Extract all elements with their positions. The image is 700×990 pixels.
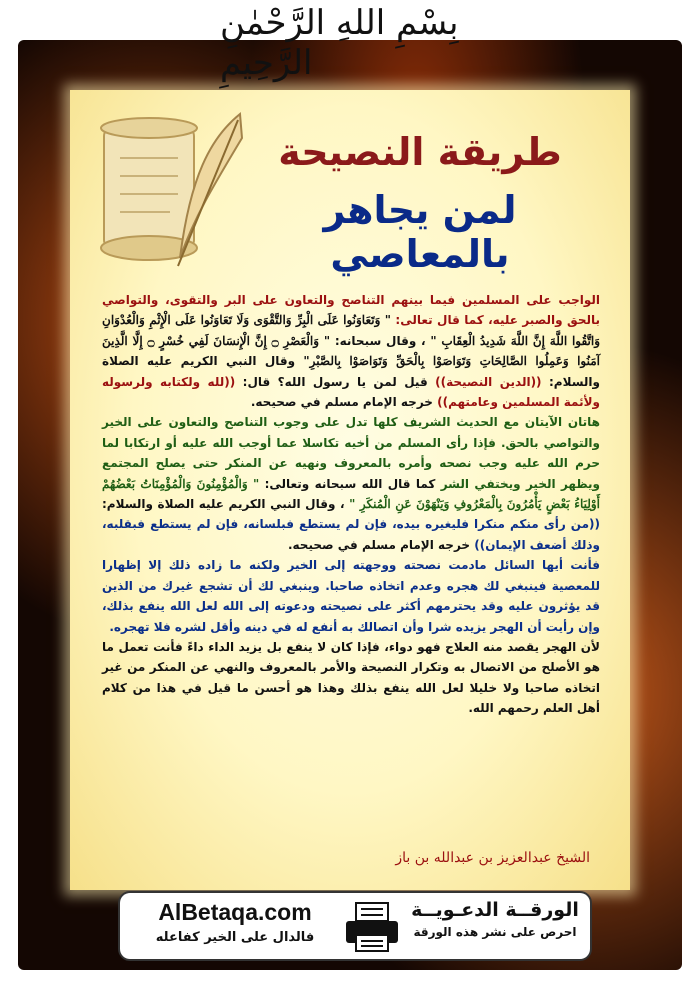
hadith-quote: ((من رأى منكم منكرا فليغيره بيده، فإن لم يستطع فبلسانه، فإن لم يستطع فبقلبه، وذلك أضعف الإيمان)) xyxy=(102,517,600,552)
title-line-1: طريقة النصيحة xyxy=(278,130,562,174)
text-segment: وقال النبي الكريم عليه الصلاة والسلام: xyxy=(102,354,600,389)
scroll-quill-icon xyxy=(90,108,250,278)
basmala-calligraphy: بِسْمِ اللهِ الرَّحْمٰنِ الرَّحِيمِ xyxy=(220,3,459,83)
article-body xyxy=(102,290,600,719)
text-segment: قيل لمن يا رسول الله؟ قال: xyxy=(242,374,428,389)
paragraph-1 xyxy=(102,290,600,412)
paragraph-2 xyxy=(102,412,600,555)
text-segment: الواجب على المسلمين فيما بينهم التناصح والتعاون على البر والتقوى، والتواصي بالحق والصبر عليه، كما قال تعالى: xyxy=(102,293,600,328)
paragraph-3: فأنت أيها السائل مادمت نصحته ووجهته إلى الخير ولكنه ما زاده ذلك إلا إظهارا للمعصية فينبغي لك هجره وعدم اتخاذه صاحبا. وينبغي لك أن تشجع غيرك من الذين قد يؤثرون عليه وقد يحترمهم أكثر على نصيحته ودعوته إلى الله لعل الله ينفع بذلك، وإن رأيت أن الهجر يزيده شرا وأن اتصالك به أنفع له في دينه وأقل لشره فلا تهجره. xyxy=(102,558,600,634)
text-segment: ، وقال النبي الكريم عليه الصلاة والسلام: xyxy=(102,497,350,512)
author-signature: الشيخ عبدالعزيز بن عبدالله بن باز xyxy=(395,850,590,866)
quran-verse: " وَالْعَصْرِ ۝ إِنَّ الْإِنسَانَ لَفِي خُسْرٍ ۝ إِلَّا الَّذِينَ آمَنُوا وَعَمِلُوا الصَّالِحَاتِ وَتَوَاصَوْا بِالْحَقِّ وَتَوَاصَوْا بِالصَّبْرِ" xyxy=(102,333,600,369)
site-link[interactable]: AlBetaqa.com xyxy=(158,899,312,925)
footer-right xyxy=(410,899,580,939)
text-segment: ، وقال سبحانه: xyxy=(334,333,426,348)
hadith-quote: ((الدين النصيحة)) xyxy=(427,374,549,389)
title-line-2: لمن يجاهر بالمعاصي xyxy=(323,188,517,276)
footer-slogan-right: احرص على نشر هذه الورقة xyxy=(413,925,577,939)
text-segment: خرجه الإمام مسلم في صحيحه. xyxy=(287,537,471,552)
footer-left xyxy=(130,899,340,945)
text-segment: خرجه الإمام مسلم في صحيحه. xyxy=(250,395,433,410)
footer-banner xyxy=(120,893,590,959)
hadith-quote: ((لله ولكتابه ولرسوله ولأئمة المسلمين وعامتهم)) xyxy=(102,374,600,410)
quran-verse: " وَالْمُؤْمِنُونَ وَالْمُؤْمِنَاتُ بَعْضُهُمْ أَوْلِيَاءُ بَعْضٍ يَأْمُرُونَ بِالْمَعْرُوفِ وَيَنْهَوْنَ عَنِ الْمُنكَرِ " xyxy=(102,476,601,512)
quran-verse: " وَتَعَاوَنُوا عَلَى الْبِرِّ وَالتَّقْوَى وَلَا تَعَاوَنُوا عَلَى الْإِثْمِ وَالْعُدْوَانِ وَاتَّقُوا اللَّهَ إِنَّ اللَّهَ شَدِيدُ الْعِقَابِ " xyxy=(102,313,601,348)
paragraph-4: لأن الهجر يقصد منه العلاج فهو دواء، فإذا كان لا ينفع بل يزيد الداء داءً فأنت تعمل ما هو الأصلح من الاتصال به وتكرار النصيحة والأمر بالمعروف والنهي عن المنكر من غير اتخاذه صاحبا ولا خليلا لعل الله ينفع بذلك وهذا هو أحسن ما قيل في هذا من كلام أهل العلم رحمهم الله. xyxy=(102,639,600,716)
footer-brand: الورقــة الدعـويــة xyxy=(411,899,579,921)
footer-slogan-left: فالدال على الخير كفاعله xyxy=(155,930,315,945)
text-segment: كما قال الله سبحانه وتعالى: xyxy=(259,476,441,491)
printer-icon xyxy=(342,901,402,953)
text-segment: هاتان الآيتان مع الحديث الشريف كلها تدل على وجوب التناصح والتعاون على الخير والتواصي بالحق. فإذا رأى المسلم من أخيه تكاسلا عما أوجب الله عليه أو ارتكابا لما حرم الله عليه وجب نصحه وأمره بالمعروف ونهيه عن المنكر حتى يصلح المجتمع ويظهر الخير ويختفي الشر xyxy=(102,415,600,491)
